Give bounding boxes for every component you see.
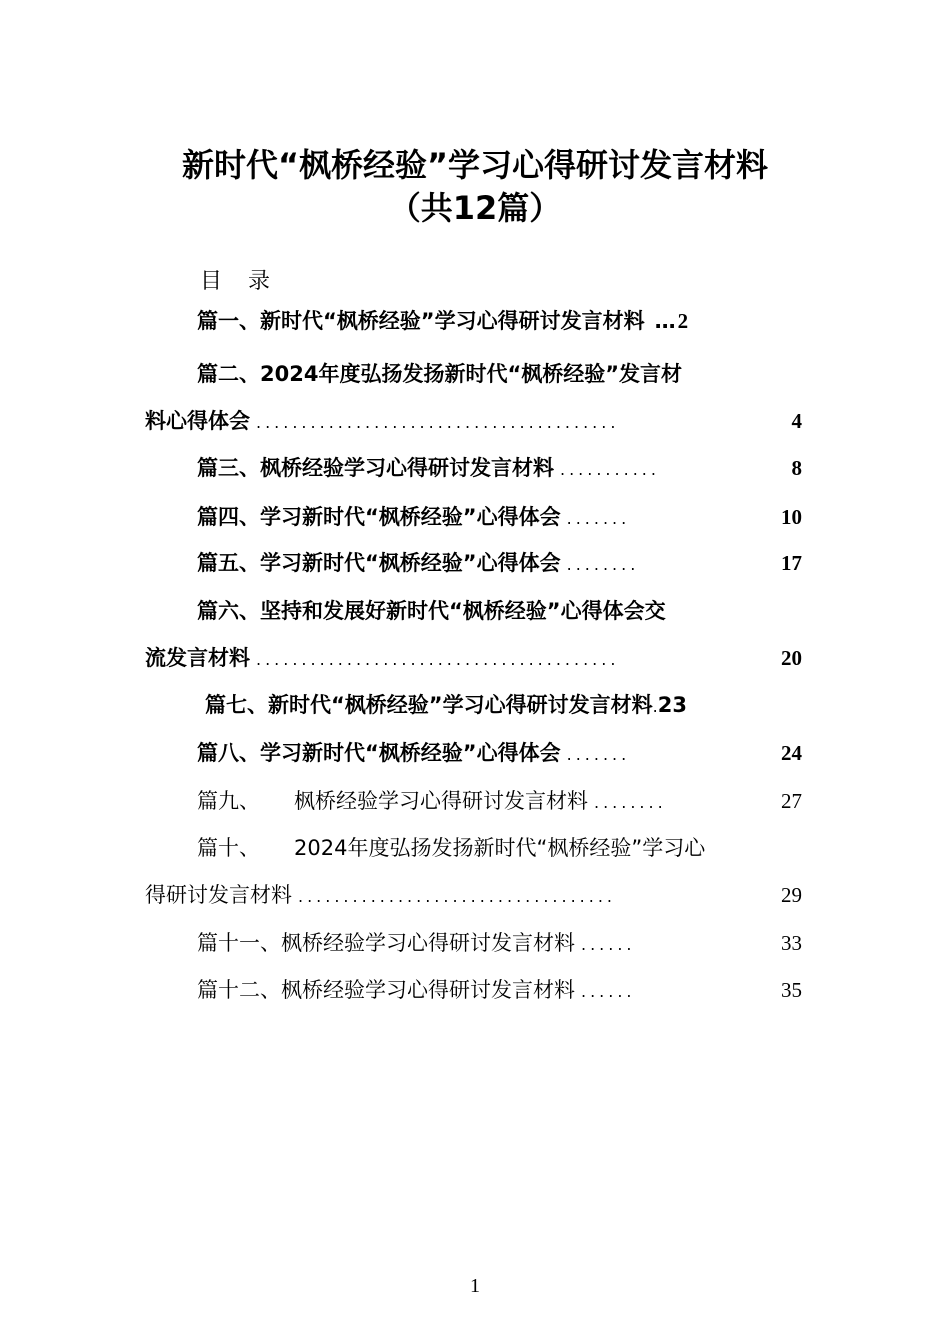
toc-entry-12[interactable]	[145, 975, 802, 1005]
toc-page-number: 35	[781, 978, 802, 1002]
toc-page-number: 24	[781, 741, 802, 765]
toc-page-number: 10	[781, 505, 802, 529]
toc-entry-text: 篇六、坚持和发展好新时代“枫桥经验”心得体会交	[197, 599, 666, 623]
toc-entry-text: 篇七、新时代“枫桥经验”学习心得研讨发言材料	[205, 693, 653, 717]
toc-entry-text: 篇十二、枫桥经验学习心得研讨发言材料	[197, 978, 575, 1002]
toc-page-number: 23	[657, 693, 687, 717]
toc-page-number: 29	[781, 883, 802, 907]
toc-entry-9[interactable]	[145, 786, 802, 816]
toc-entry-8[interactable]	[145, 738, 802, 768]
toc-entry-11[interactable]	[145, 928, 802, 958]
toc-entry-text: 篇三、枫桥经验学习心得研讨发言材料	[197, 456, 554, 480]
toc-entry-text: 篇四、学习新时代“枫桥经验”心得体会	[197, 505, 561, 529]
toc-entry-6[interactable]	[145, 596, 802, 626]
toc-entry-text: 篇五、学习新时代“枫桥经验”心得体会	[197, 551, 561, 575]
toc-entry-label: 篇十、	[197, 836, 260, 860]
document-title: 新时代“枫桥经验”学习心得研讨发言材料	[181, 146, 769, 184]
toc-leader-dots: .......	[566, 509, 631, 528]
toc-entry-2[interactable]	[145, 359, 802, 389]
toc-entry-2-continued[interactable]	[145, 406, 802, 436]
toc-page-number: 20	[781, 646, 802, 670]
toc-leader-dots: ........	[566, 555, 640, 574]
toc-entry-label: 篇九、	[197, 789, 260, 813]
toc-entry-text: 篇八、学习新时代“枫桥经验”心得体会	[197, 741, 561, 765]
toc-leader-dots: ........	[594, 793, 667, 812]
toc-entry-text: 流发言材料	[145, 646, 250, 670]
toc-entry-3[interactable]	[145, 453, 802, 483]
toc-leader-dots: .......	[566, 745, 631, 764]
toc-leader-dots: ......	[581, 935, 636, 954]
toc-entry-text: 得研讨发言材料	[145, 883, 292, 907]
toc-page-number: 27	[781, 789, 802, 813]
toc-entry-text: 枫桥经验学习心得研讨发言材料	[294, 789, 588, 813]
toc-entry-text: 料心得体会	[145, 409, 250, 433]
toc-entry-10[interactable]	[145, 833, 802, 863]
toc-page-number: 8	[791, 456, 802, 480]
page-footer-number: 1	[470, 1275, 480, 1297]
toc-leader-dots: ........................................	[256, 413, 620, 432]
toc-entry-text: 篇十一、枫桥经验学习心得研讨发言材料	[197, 931, 575, 955]
toc-page-number: 17	[781, 551, 802, 575]
toc-entry-5[interactable]	[145, 548, 802, 578]
toc-leader-dots: ...................................	[298, 887, 617, 906]
toc-entry-7[interactable]	[145, 690, 802, 720]
toc-leader-dots: ........................................	[256, 650, 620, 669]
toc-entry-text: 篇一、新时代“枫桥经验”学习心得研讨发言材料	[197, 309, 645, 333]
toc-entry-text: 篇二、2024年度弘扬发扬新时代“枫桥经验”发言材	[197, 362, 683, 386]
toc-entry-text: 2024年度弘扬发扬新时代“枫桥经验”学习心	[294, 836, 706, 860]
toc-page-number: 2	[677, 309, 689, 333]
document-subtitle: （共12篇）	[388, 189, 562, 227]
toc-leader-dots: ......	[581, 982, 636, 1001]
toc-entry-1[interactable]	[145, 306, 802, 336]
toc-entry-6-continued[interactable]	[145, 643, 802, 673]
toc-leader-dots: ...........	[560, 460, 660, 479]
toc-page-number: 33	[781, 931, 802, 955]
toc-heading: 目录	[200, 269, 297, 294]
toc-entry-4[interactable]	[145, 502, 802, 532]
toc-entry-10-continued[interactable]	[145, 880, 802, 910]
toc-page-number: 4	[791, 409, 802, 433]
toc-leader-dots: .	[652, 697, 658, 716]
toc-leader-dots: …	[654, 309, 676, 333]
